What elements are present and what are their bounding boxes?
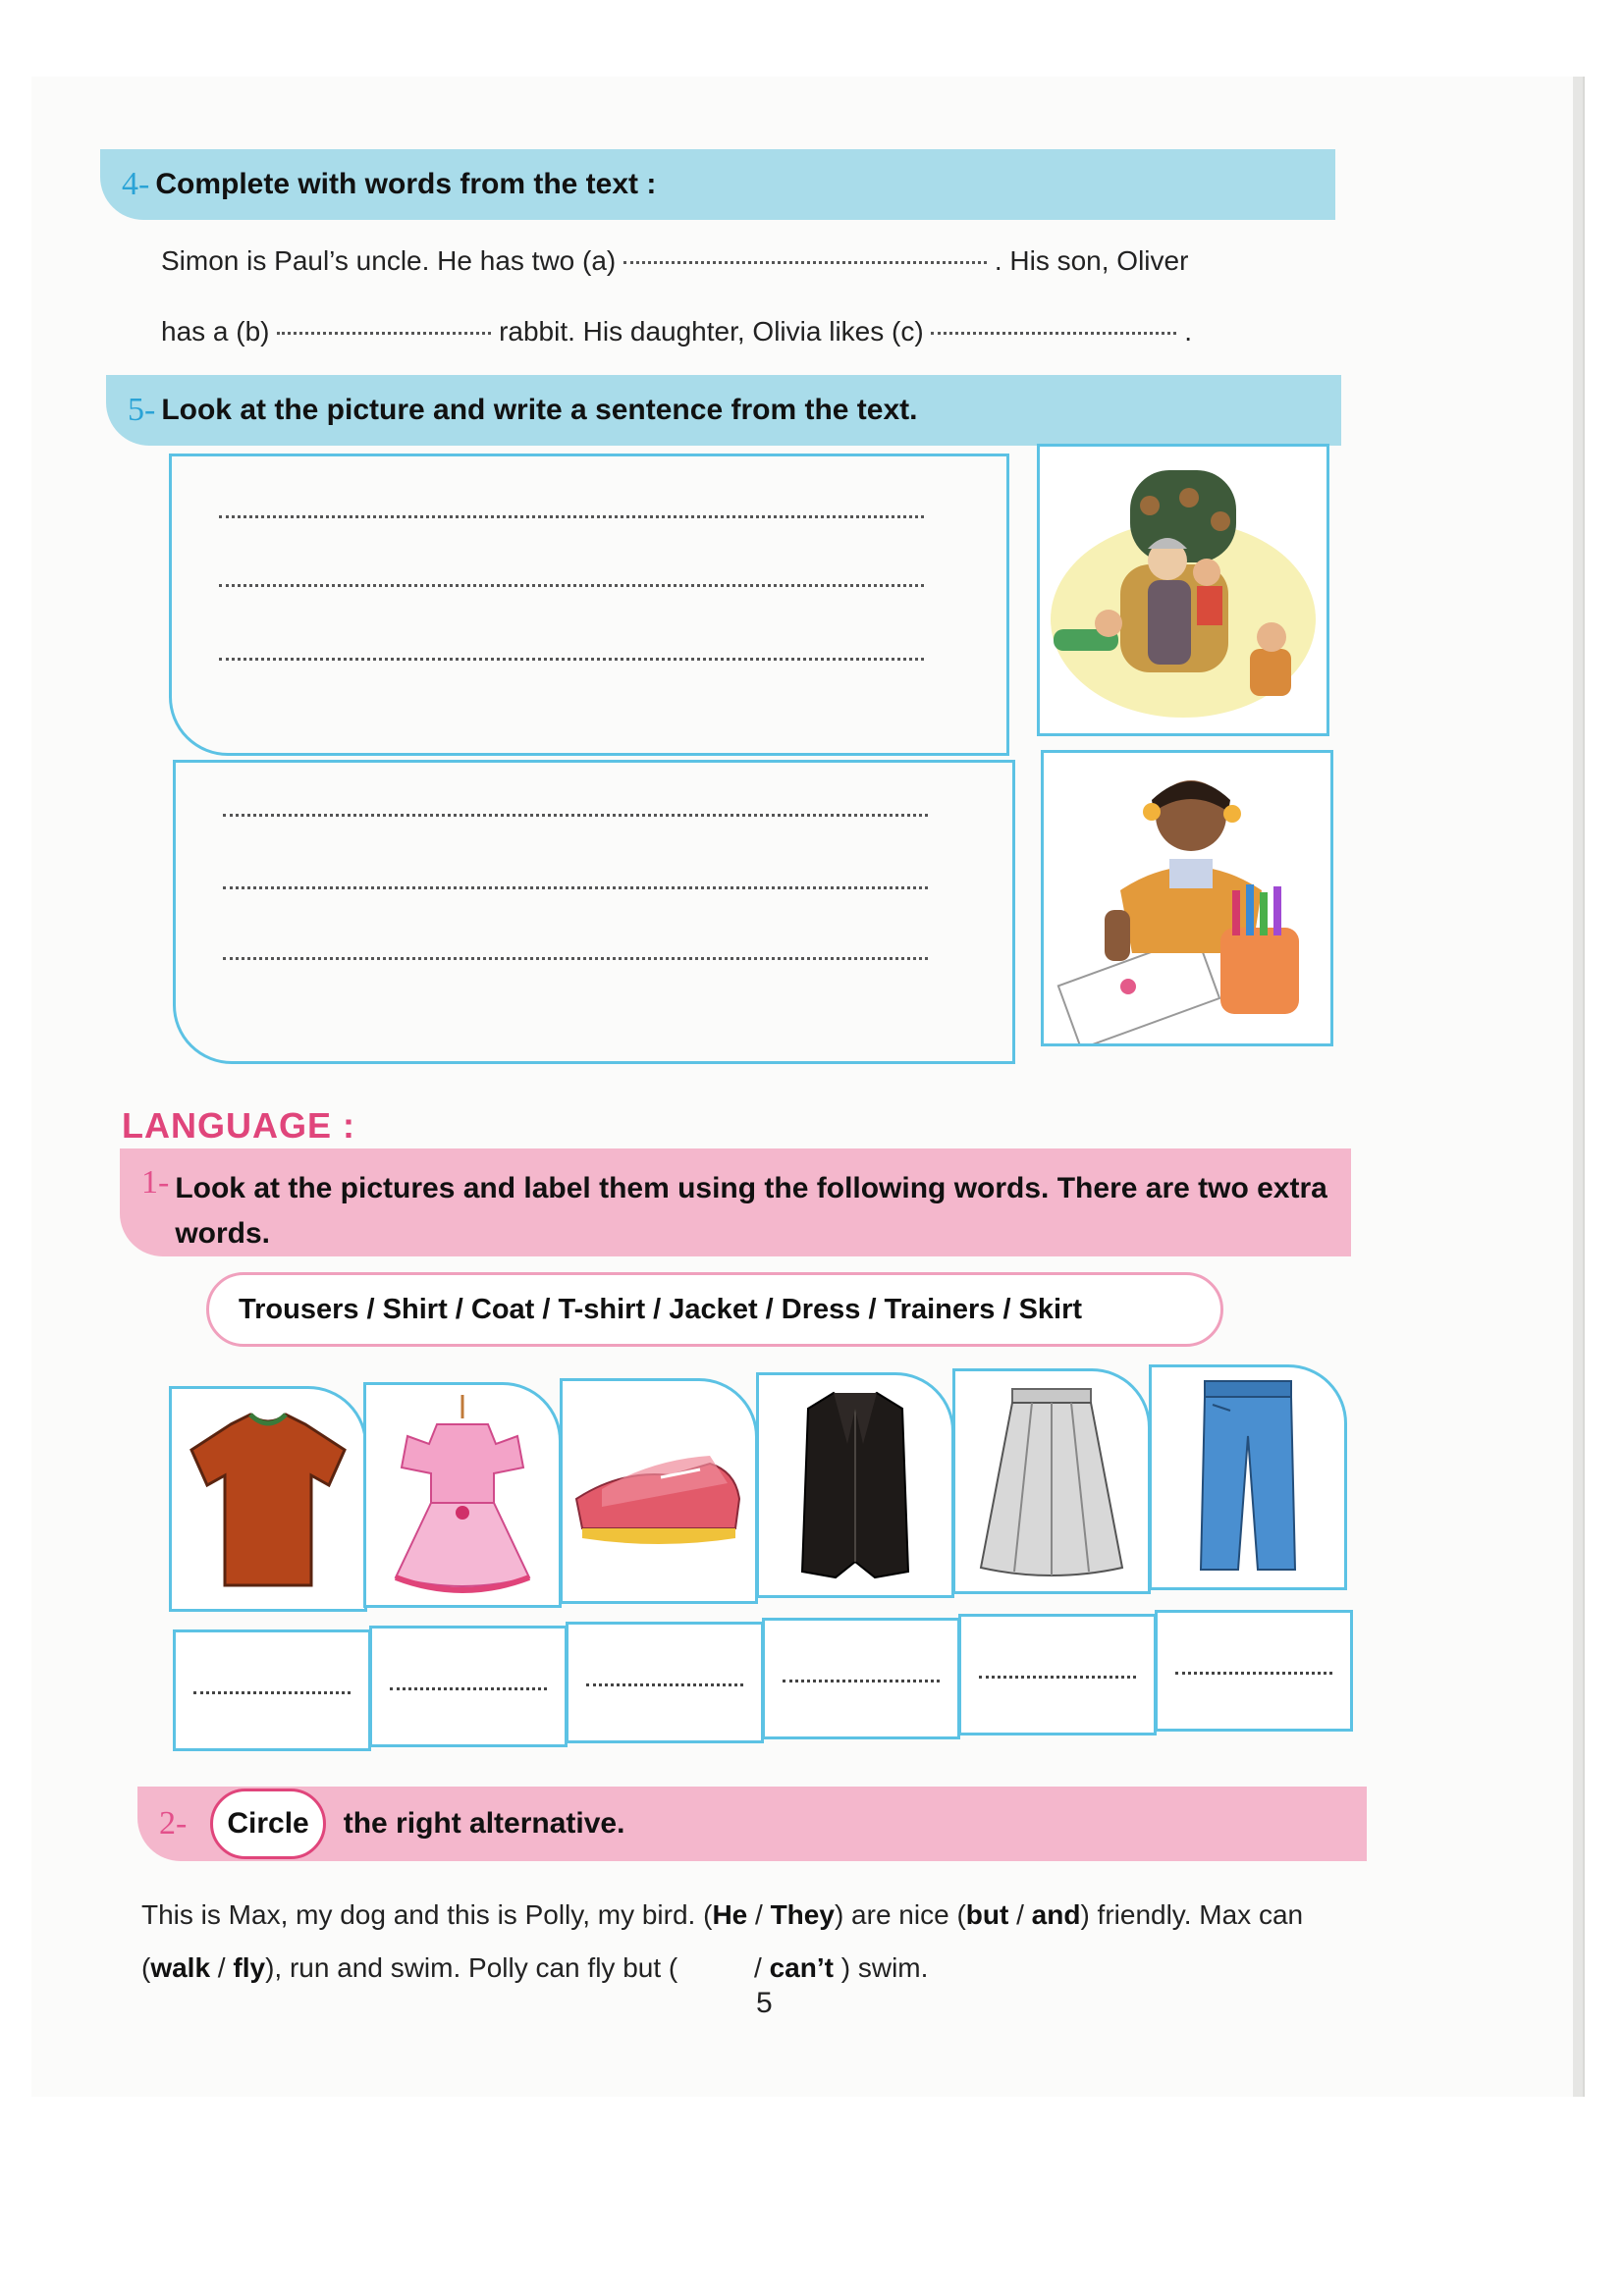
exercise-5-title: Look at the picture and write a sentence from the text. xyxy=(161,394,918,426)
writing-line[interactable] xyxy=(979,1676,1136,1679)
writing-line[interactable] xyxy=(783,1680,940,1682)
page-number: 5 xyxy=(756,1987,773,2019)
writing-line[interactable] xyxy=(223,886,928,889)
answer-blank-b[interactable] xyxy=(277,332,491,335)
exercise-4-title: Complete with words from the text : xyxy=(155,168,657,200)
language-exercise-1-number: 1- xyxy=(141,1164,170,1201)
exercise-4-number: 4- xyxy=(122,166,150,202)
exercise-5-header xyxy=(106,375,1341,446)
answer-blank-c[interactable] xyxy=(931,332,1176,335)
language-exercise-2-number: 2- xyxy=(159,1805,188,1842)
sentence-box-2 xyxy=(173,760,1015,1064)
option-he[interactable]: He xyxy=(712,1899,748,1930)
language-exercise-2-title: the right alternative. xyxy=(343,1807,625,1840)
exercise-5-number: 5- xyxy=(128,392,156,428)
coat-picture xyxy=(756,1372,954,1598)
language-exercise-1-title: Look at the pictures and label them using the following words. There are two extra words. xyxy=(175,1172,1327,1250)
writing-line[interactable] xyxy=(193,1691,351,1694)
writing-line[interactable] xyxy=(1175,1672,1332,1675)
language-exercise-1-header xyxy=(120,1148,1351,1256)
writing-line[interactable] xyxy=(586,1683,743,1686)
skirt-picture xyxy=(952,1368,1151,1594)
girl-drawing-picture xyxy=(1041,750,1333,1046)
circle-word: Circle xyxy=(210,1789,325,1859)
option-they[interactable]: They xyxy=(770,1899,835,1930)
exercise-4-header xyxy=(100,149,1335,220)
label-answer-box-2[interactable] xyxy=(369,1626,568,1747)
writing-line[interactable] xyxy=(223,957,928,960)
tshirt-picture xyxy=(169,1386,367,1612)
label-answer-box-5[interactable] xyxy=(958,1614,1157,1735)
option-but[interactable]: but xyxy=(965,1899,1009,1930)
exercise-4-line-1: Simon is Paul’s uncle. He has two (a) . His son, Oliver xyxy=(161,245,1189,276)
label-answer-box-1[interactable] xyxy=(173,1629,371,1751)
trainers-picture xyxy=(560,1378,758,1604)
label-answer-box-4[interactable] xyxy=(762,1618,960,1739)
writing-line[interactable] xyxy=(219,584,924,587)
dress-picture xyxy=(363,1382,562,1608)
trousers-picture xyxy=(1149,1364,1347,1590)
writing-line[interactable] xyxy=(390,1687,547,1690)
option-and[interactable]: and xyxy=(1031,1899,1081,1930)
writing-line[interactable] xyxy=(219,658,924,661)
writing-line[interactable] xyxy=(219,515,924,518)
language-heading: LANGUAGE : xyxy=(122,1105,355,1146)
label-answer-box-6[interactable] xyxy=(1155,1610,1353,1732)
answer-blank-a[interactable] xyxy=(623,261,987,264)
writing-line[interactable] xyxy=(223,814,928,817)
label-answer-box-3[interactable] xyxy=(566,1622,764,1743)
language-exercise-2-header xyxy=(137,1787,1367,1861)
word-bank: Trousers / Shirt / Coat / T-shirt / Jacket / Dress / Trainers / Skirt xyxy=(206,1272,1223,1347)
option-walk[interactable]: walk xyxy=(150,1952,211,1983)
option-cant[interactable]: can’t xyxy=(769,1952,834,1983)
option-fly[interactable]: fly xyxy=(233,1952,266,1983)
grandmother-reading-picture xyxy=(1037,444,1329,736)
exercise-2-text: This is Max, my dog and this is Polly, my bird. (He / They) are nice (but / and) friendly. Max can (walk / fly), run and swim. Polly can fly but ( / can’t ) swim. xyxy=(141,1899,1304,1983)
sentence-box-1 xyxy=(169,454,1009,756)
exercise-4-line-2: has a (b) rabbit. His daughter, Olivia likes (c) . xyxy=(161,316,1193,347)
